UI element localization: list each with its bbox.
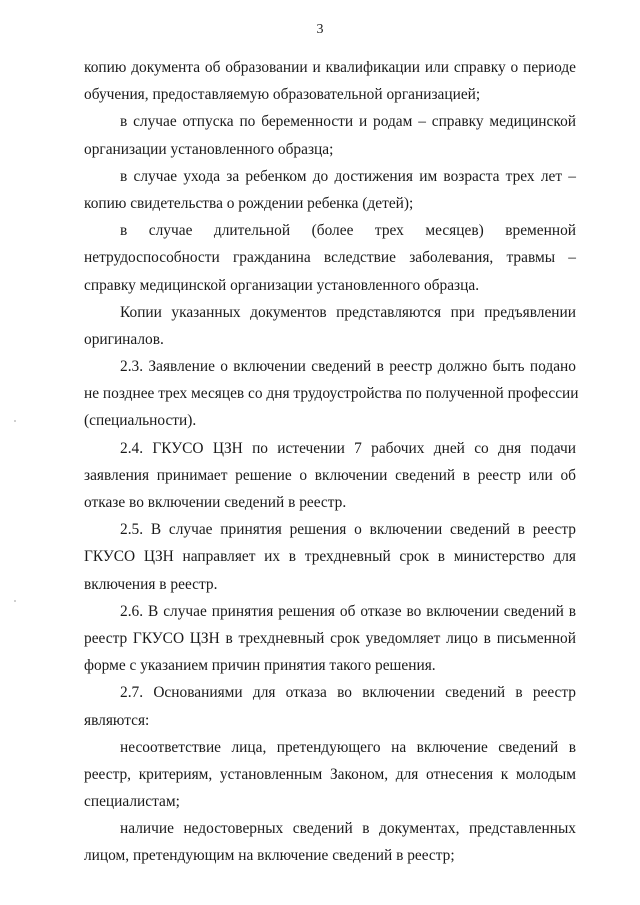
text-line: Копии указанных документов представляются при предъявлении: [120, 303, 576, 321]
text-line: в случае отпуска по беременности и родам – справку медицинской: [120, 113, 576, 131]
text-line: 2.6. В случае принятия решения об отказе во включении сведений в: [120, 602, 576, 620]
scan-margin-mark: [14, 420, 16, 422]
text-line: копию документа об образовании и квалификации или справку о периоде: [84, 59, 576, 76]
text-line: справку медицинской организации установленного образца.: [84, 276, 480, 294]
text-line: являются:: [84, 711, 150, 729]
text-line: (специальности).: [84, 412, 197, 430]
text-line: 2.4. ГКУСО ЦЗН по истечении 7 рабочих дней со дня подачи: [120, 439, 576, 457]
text-line: организации установленного образца;: [84, 140, 334, 158]
text-line: реестр ГКУСО ЦЗН в трехдневный срок уведомляет лицо в письменной: [84, 629, 576, 647]
text-line: форме с указанием причин принятия такого решения.: [84, 657, 436, 675]
text-line: отказе во включении сведений в реестр.: [84, 494, 347, 511]
text-line: несоответствие лица, претендующего на включение сведений в: [120, 738, 576, 756]
text-line: заявления принимает решение о включении сведений в реестр или об: [84, 466, 576, 484]
text-line: оригиналов.: [84, 330, 164, 348]
text-line: 2.7. Основаниями для отказа во включении сведений в реестр: [120, 684, 576, 702]
text-line: ГКУСО ЦЗН направляет их в трехдневный срок в министерство для: [84, 548, 576, 566]
text-line: в случае ухода за ребенком до достижения им возраста трех лет –: [120, 167, 576, 185]
text-line: нетрудоспособности гражданина вследствие заболевания, травмы –: [84, 249, 576, 267]
text-line: 2.3. Заявление о включении сведений в реестр должно быть подано: [120, 358, 576, 376]
text-line: специалистам;: [84, 793, 180, 811]
page-number: 3: [316, 22, 324, 37]
text-line: в случае длительной (более трех месяцев) временной: [120, 222, 576, 240]
text-line: реестр, критериям, установленным Законом, для отнесения к молодым: [84, 765, 576, 783]
text-line: лицом, претендующим на включение сведений в реестр;: [84, 847, 455, 865]
text-line: не позднее трех месяцев со дня трудоустройства по полученной профессии: [84, 385, 579, 403]
text-line: обучения, предоставляемую образовательной организацией;: [84, 86, 481, 104]
text-line: включения в реестр.: [84, 575, 218, 593]
text-line: наличие недостоверных сведений в документах, представленных: [120, 820, 576, 838]
document-body: [84, 54, 579, 870]
text-line: копию свидетельства о рождении ребенка (детей);: [84, 194, 414, 212]
scan-margin-mark: [14, 600, 16, 602]
text-line: 2.5. В случае принятия решения о включении сведений в реестр: [120, 521, 576, 539]
